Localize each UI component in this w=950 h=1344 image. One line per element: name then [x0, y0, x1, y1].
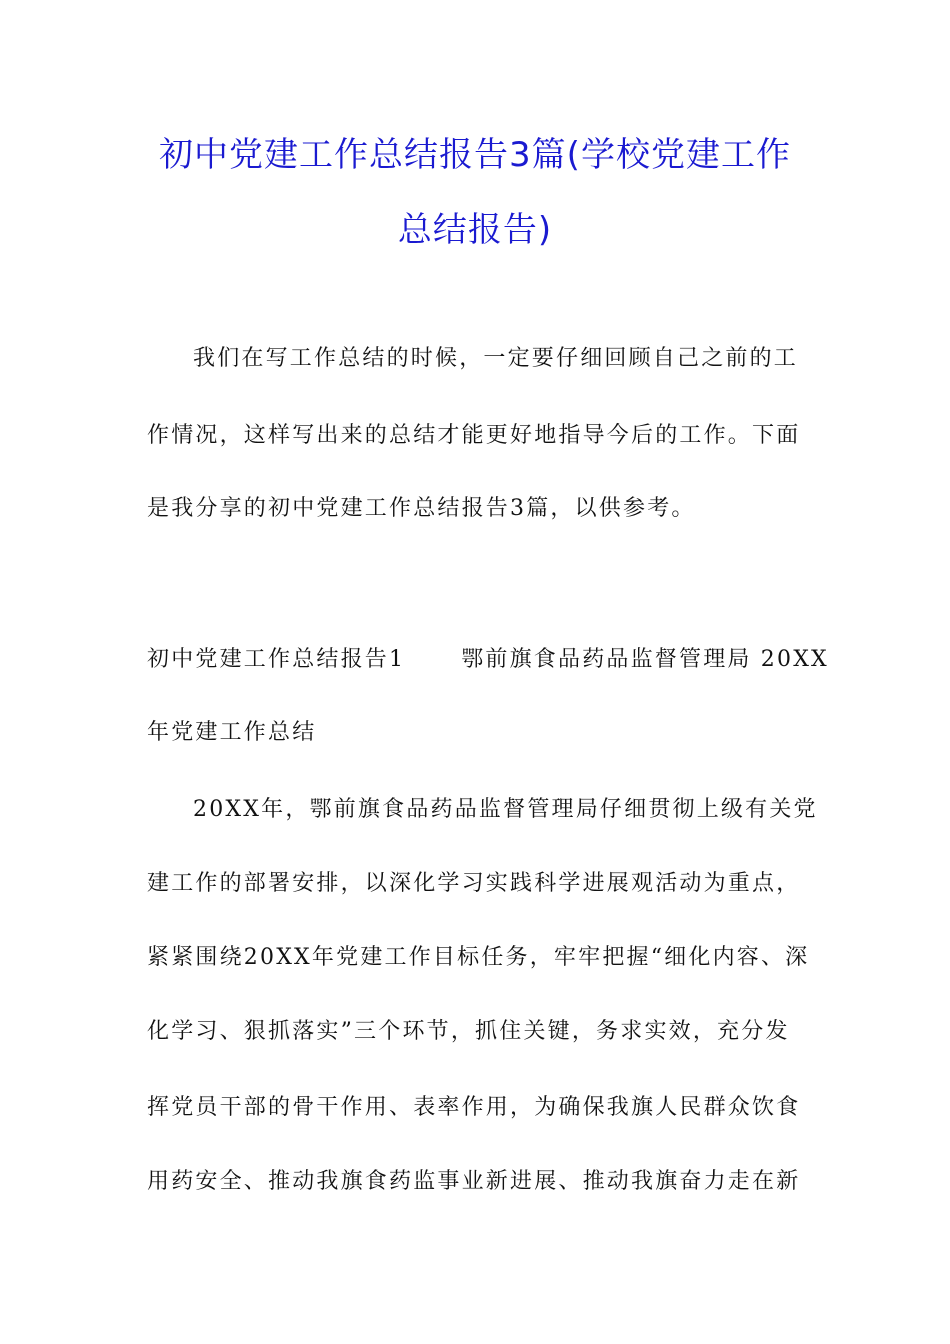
document-title-line-2: 总结报告) [397, 210, 553, 250]
intro-line-1: 我们在写工作总结的时候，一定要仔细回顾自己之前的工 [193, 346, 799, 371]
body-line-4: 化学习、狠抓落实”三个环节，抓住关键，务求实效，充分发 [147, 1019, 790, 1044]
section-heading-subtitle: 鄂前旗食品药品监督管理局 20XX [461, 647, 829, 672]
body-line-3: 紧紧围绕20XX年党建工作目标任务，牢牢把握“细化内容、深 [147, 945, 810, 970]
document-title-line-1: 初中党建工作总结报告3篇(学校党建工作 [159, 135, 791, 175]
body-line-6: 用药安全、推动我旗食药监事业新进展、推动我旗奋力走在新 [147, 1169, 801, 1194]
section-heading-line-2: 年党建工作总结 [147, 720, 317, 745]
body-line-5: 挥党员干部的骨干作用、表率作用，为确保我旗人民群众饮食 [147, 1095, 801, 1120]
body-line-2: 建工作的部署安排，以深化学习实践科学进展观活动为重点， [147, 871, 801, 896]
body-line-1: 20XX年，鄂前旗食品药品监督管理局仔细贯彻上级有关党 [193, 797, 818, 822]
section-heading [147, 645, 829, 675]
section-heading-title: 初中党建工作总结报告1 [147, 647, 406, 672]
intro-line-3: 是我分享的初中党建工作总结报告3篇，以供参考。 [147, 496, 696, 521]
intro-line-2: 作情况，这样写出来的总结才能更好地指导今后的工作。下面 [147, 423, 801, 448]
